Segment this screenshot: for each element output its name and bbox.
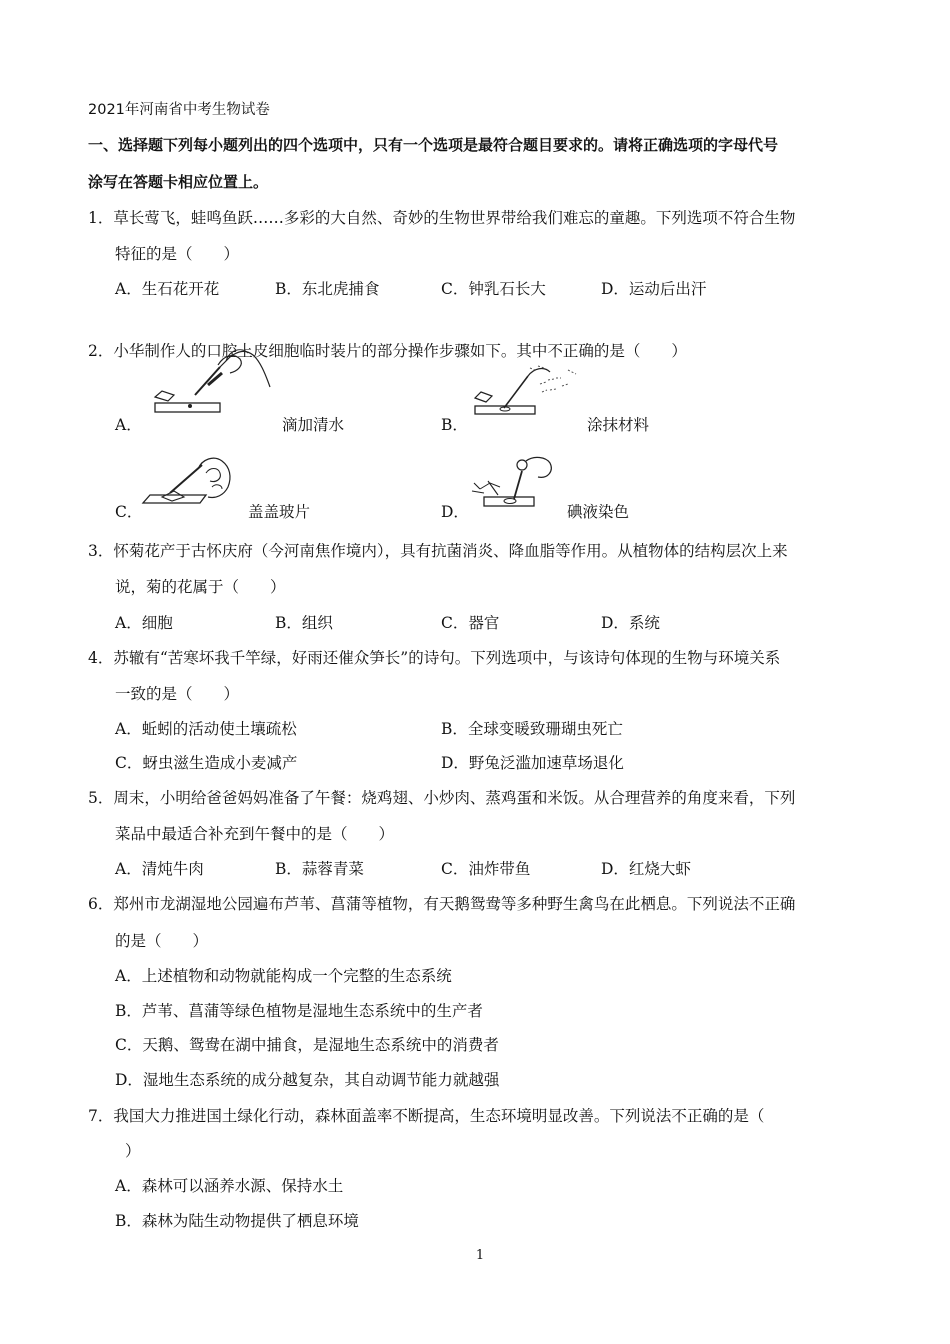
q4-option-d: D．野兔泛滥加速草场退化 <box>441 754 624 772</box>
q1-stem-line2: 特征的是（ ） <box>115 245 240 263</box>
q3-stem-line1: 3．怀菊花产于古怀庆府（今河南焦作境内），具有抗菌消炎、降血脂等作用。从植物体的结构层次上来 <box>88 542 788 560</box>
q2-option-b-caption: 涂抹材料 <box>587 416 650 434</box>
q5-stem-line1: 5．周末，小明给爸爸妈妈准备了午餐：烧鸡翅、小炒肉、蒸鸡蛋和米饭。从合理营养的角度来看，下列 <box>88 789 796 807</box>
q2-option-d-letter: D． <box>441 503 469 521</box>
q3-stem-line2: 说，菊的花属于（ ） <box>115 578 286 596</box>
q3-option-a: A．细胞 <box>115 614 173 632</box>
q4-option-b: B．全球变暖致珊瑚虫死亡 <box>441 720 623 738</box>
q4-option-c: C．蚜虫滋生造成小麦减产 <box>115 754 298 772</box>
q1-stem-line1: 1．草长莺飞，蛙鸣鱼跃……多彩的大自然、奇妙的生物世界带给我们难忘的童趣。下列选项不符合生物 <box>88 209 796 227</box>
q7-stem-line2: ） <box>125 1142 141 1160</box>
section-heading-line2: 涂写在答题卡相应位置上。 <box>88 173 269 191</box>
q2-option-d-caption: 碘液染色 <box>567 503 630 521</box>
q5-option-c: C．油炸带鱼 <box>441 860 531 878</box>
exam-title: 2021年河南省中考生物试卷 <box>88 102 270 118</box>
q6-option-a: A．上述植物和动物就能构成一个完整的生态系统 <box>115 967 452 985</box>
q2-option-a-image <box>150 345 275 420</box>
q2-option-b-letter: B． <box>441 416 468 434</box>
q7-option-a: A．森林可以涵养水源、保持水土 <box>115 1177 344 1195</box>
q2-option-c-caption: 盖盖玻片 <box>248 503 311 521</box>
q2-option-c-letter: C． <box>115 503 143 521</box>
q7-option-b: B．森林为陆生动物提供了栖息环境 <box>115 1212 359 1230</box>
q2-option-b-image <box>470 362 585 424</box>
q5-option-a: A．清炖牛肉 <box>115 860 204 878</box>
q4-stem-line2: 一致的是（ ） <box>115 685 240 703</box>
section-heading-line1: 一、选择题下列每小题列出的四个选项中，只有一个选项是最符合题目要求的。请将正确选项的字母代号 <box>88 136 779 154</box>
q3-option-d: D．系统 <box>601 614 660 632</box>
q1-option-a: A．生石花开花 <box>115 280 220 298</box>
q1-option-b: B．东北虎捕食 <box>275 280 380 298</box>
q2-option-a-caption: 滴加清水 <box>282 416 345 434</box>
q2-option-a-letter: A． <box>115 416 142 434</box>
q1-option-d: D．运动后出汗 <box>601 280 707 298</box>
q6-stem-line1: 6．郑州市龙湖湿地公园遍布芦苇、菖蒲等植物，有天鹅鸳鸯等多种野生禽鸟在此栖息。下列说法不正确 <box>88 895 796 913</box>
q6-option-c: C．天鹅、鸳鸯在湖中捕食，是湿地生态系统中的消费者 <box>115 1036 499 1054</box>
page-number: 1 <box>475 1248 485 1263</box>
q4-option-a: A．蚯蚓的活动使土壤疏松 <box>115 720 297 738</box>
q5-option-d: D．红烧大虾 <box>601 860 691 878</box>
q4-stem-line1: 4．苏辙有“苦寒坏我千竿绿，好雨还催众笋长”的诗句。下列选项中，与该诗句体现的生物与环境关系 <box>88 649 781 667</box>
q6-stem-line2: 的是（ ） <box>115 932 209 950</box>
q1-option-c: C．钟乳石长大 <box>441 280 546 298</box>
q3-option-c: C．器官 <box>441 614 500 632</box>
q2-option-d-image <box>470 453 565 518</box>
q6-option-b: B．芦苇、菖蒲等绿色植物是湿地生态系统中的生产者 <box>115 1002 483 1020</box>
q3-option-b: B．组织 <box>275 614 333 632</box>
q5-stem-line2: 菜品中最适合补充到午餐中的是（ ） <box>115 825 395 843</box>
q2-stem: 2．小华制作人的口腔上皮细胞临时装片的部分操作步骤如下。其中不正确的是（ ） <box>88 342 687 360</box>
q5-option-b: B．蒜蓉青菜 <box>275 860 364 878</box>
q2-option-c-image <box>140 453 240 515</box>
q7-stem-line1: 7．我国大力推进国土绿化行动，森林面盖率不断提高，生态环境明显改善。下列说法不正确的是（ <box>88 1107 765 1125</box>
q6-option-d: D．湿地生态系统的成分越复杂，其自动调节能力就越强 <box>115 1071 500 1089</box>
